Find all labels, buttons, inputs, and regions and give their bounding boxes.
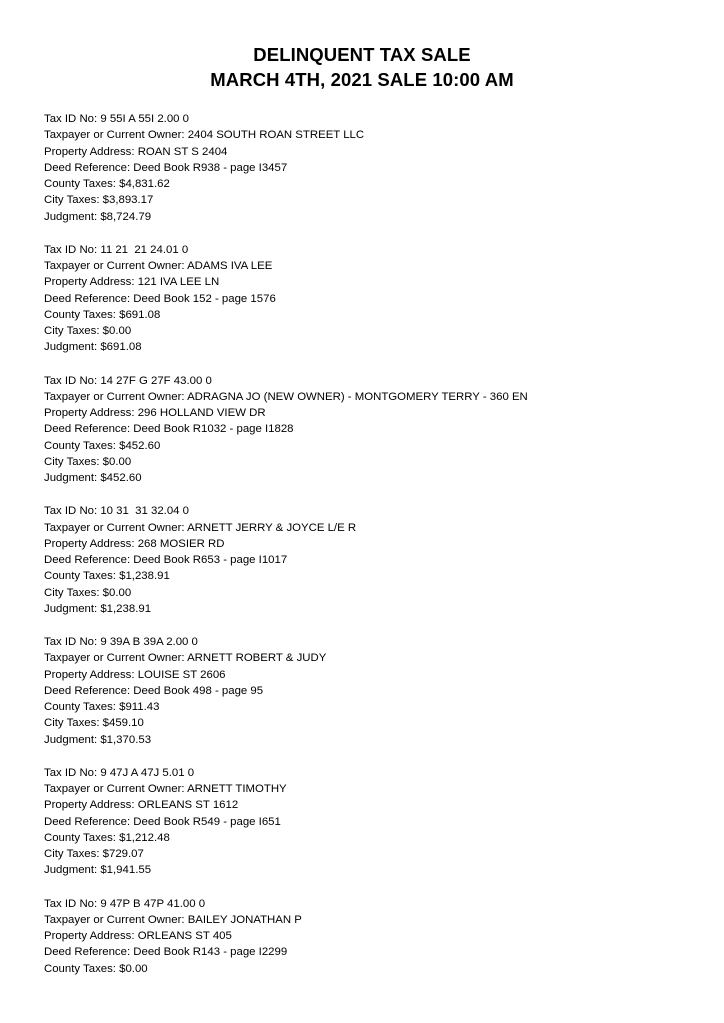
tax-id: Tax ID No: 10 31 31 32.04 0 <box>44 505 190 518</box>
document-header <box>0 42 724 92</box>
owner: Taxpayer or Current Owner: BAILEY JONATHAN P <box>44 913 302 926</box>
tax-id: Tax ID No: 11 21 21 24.01 0 <box>44 243 189 256</box>
tax-id: Tax ID No: 9 39A B 39A 2.00 0 <box>44 636 198 648</box>
county-taxes: County Taxes: $691.08 <box>44 308 161 321</box>
judgment: Judgment: $1,238.91 <box>44 602 152 615</box>
county-taxes: County Taxes: $4,831.62 <box>44 178 170 190</box>
deed-reference: Deed Reference: Deed Book R143 - page I2299 <box>44 946 288 959</box>
tax-id: Tax ID No: 9 55I A 55I 2.00 0 <box>44 113 190 125</box>
judgment: Judgment: $1,941.55 <box>44 864 152 877</box>
tax-record <box>44 634 704 748</box>
judgment: Judgment: $691.08 <box>44 341 142 354</box>
tax-record <box>44 373 704 487</box>
property-address: Property Address: ORLEANS ST 1612 <box>44 799 239 812</box>
owner: Taxpayer or Current Owner: ARNETT ROBERT & JUDY <box>44 652 327 665</box>
property-address: Property Address: ORLEANS ST 405 <box>44 930 232 942</box>
county-taxes: County Taxes: $1,212.48 <box>44 831 170 844</box>
owner: Taxpayer or Current Owner: 2404 SOUTH ROAN STREET LLC <box>44 129 365 142</box>
property-address: Property Address: LOUISE ST 2606 <box>44 668 226 681</box>
owner: Taxpayer or Current Owner: ARNETT JERRY & JOYCE L/E R <box>44 521 357 534</box>
judgment: Judgment: $8,724.79 <box>44 210 152 223</box>
tax-record <box>44 111 704 225</box>
deed-reference: Deed Reference: Deed Book R1032 - page I1828 <box>44 423 294 436</box>
owner: Taxpayer or Current Owner: ARNETT TIMOTHY <box>44 783 287 795</box>
tax-record <box>44 503 704 617</box>
county-taxes: County Taxes: $1,238.91 <box>44 570 170 583</box>
page-title: DELINQUENT TAX SALE <box>253 44 471 65</box>
city-taxes: City Taxes: $0.00 <box>44 325 132 337</box>
deed-reference: Deed Reference: Deed Book R653 - page I1017 <box>44 554 288 566</box>
deed-reference: Deed Reference: Deed Book 498 - page 95 <box>44 684 264 697</box>
city-taxes: City Taxes: $3,893.17 <box>44 194 154 207</box>
tax-record <box>44 896 704 977</box>
property-address: Property Address: 268 MOSIER RD <box>44 537 225 550</box>
judgment: Judgment: $452.60 <box>44 472 142 484</box>
deed-reference: Deed Reference: Deed Book 152 - page 1576 <box>44 292 276 305</box>
sale-date-subtitle: MARCH 4TH, 2021 SALE 10:00 AM <box>210 69 514 90</box>
county-taxes: County Taxes: $0.00 <box>44 962 148 975</box>
city-taxes: City Taxes: $0.00 <box>44 455 132 468</box>
city-taxes: City Taxes: $459.10 <box>44 717 144 730</box>
deed-reference: Deed Reference: Deed Book R938 - page I3457 <box>44 161 288 174</box>
tax-record <box>44 242 704 356</box>
tax-record <box>44 765 704 879</box>
tax-id: Tax ID No: 14 27F G 27F 43.00 0 <box>44 374 212 387</box>
property-address: Property Address: 121 IVA LEE LN <box>44 276 220 289</box>
tax-record-list <box>44 111 704 994</box>
county-taxes: County Taxes: $911.43 <box>44 701 160 713</box>
tax-id: Tax ID No: 9 47P B 47P 41.00 0 <box>44 897 206 910</box>
city-taxes: City Taxes: $0.00 <box>44 586 132 599</box>
tax-id: Tax ID No: 9 47J A 47J 5.01 0 <box>44 766 195 779</box>
property-address: Property Address: ROAN ST S 2404 <box>44 145 228 158</box>
owner: Taxpayer or Current Owner: ADRAGNA JO (NEW OWNER) - MONTGOMERY TERRY - 360 EN <box>44 390 528 403</box>
judgment: Judgment: $1,370.53 <box>44 733 152 746</box>
city-taxes: City Taxes: $729.07 <box>44 848 144 860</box>
owner: Taxpayer or Current Owner: ADAMS IVA LEE <box>44 260 273 272</box>
deed-reference: Deed Reference: Deed Book R549 - page I651 <box>44 815 281 828</box>
county-taxes: County Taxes: $452.60 <box>44 439 161 452</box>
property-address: Property Address: 296 HOLLAND VIEW DR <box>44 407 266 419</box>
